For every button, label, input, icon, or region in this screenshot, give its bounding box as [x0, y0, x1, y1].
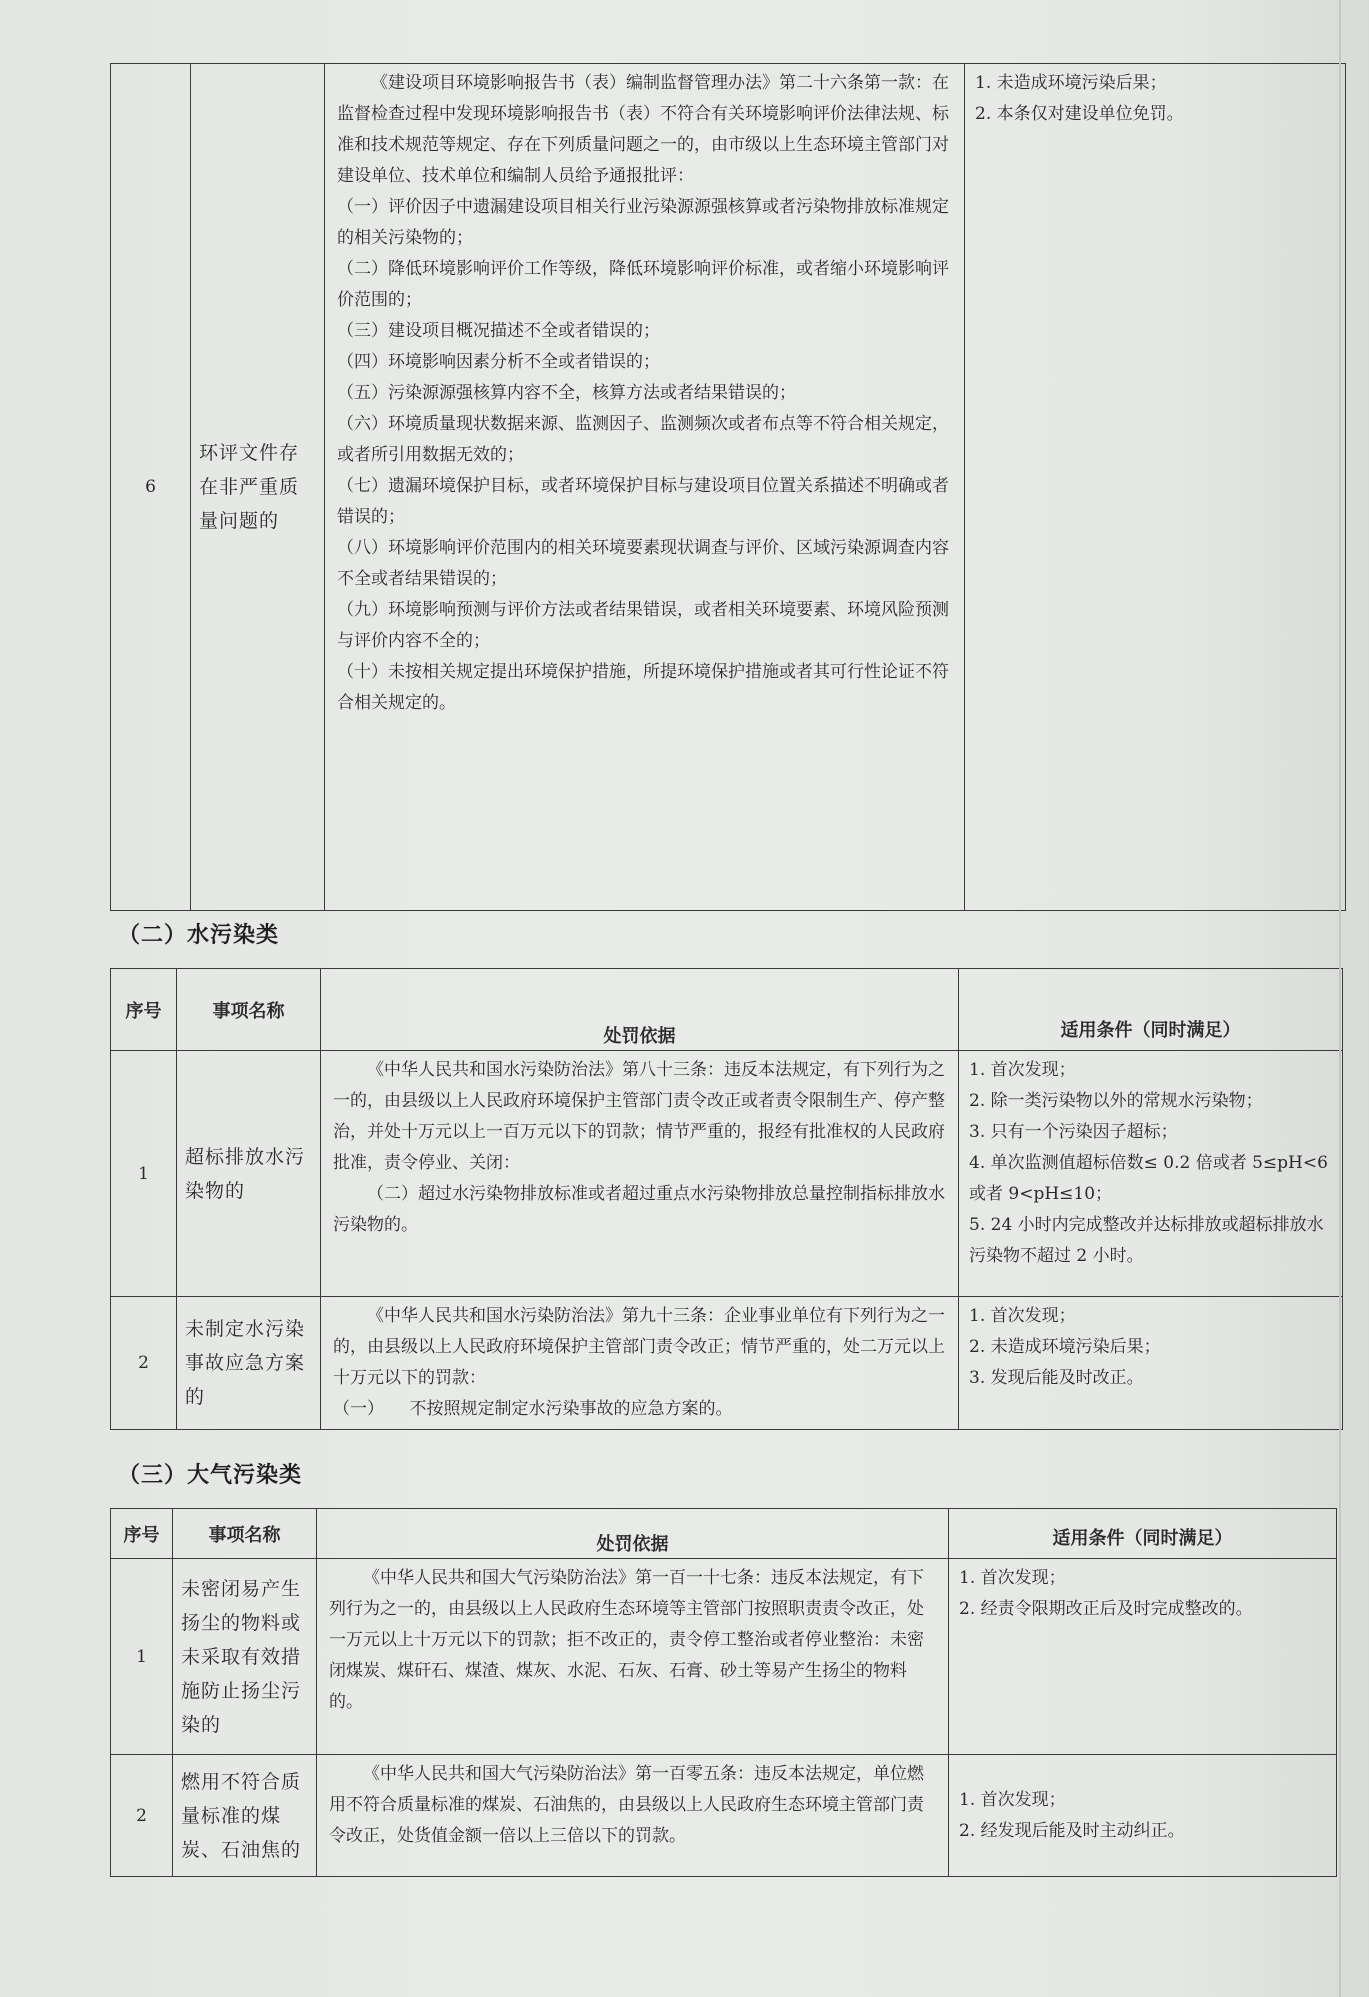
- basis-item: （六）环境质量现状数据来源、监测因子、监测频次或者布点等不符合相关规定，或者所引用数据无效的；: [337, 414, 949, 465]
- basis-item: （五）污染源源强核算内容不全，核算方法或者结果错误的；: [337, 383, 796, 403]
- conditions: [959, 1051, 1343, 1297]
- condition-item: 2. 经责令限期改正后及时完成整改的。: [959, 1599, 1253, 1619]
- condition-item: 2. 除一类污染物以外的常规水污染物；: [969, 1091, 1263, 1111]
- table-row: [111, 1755, 1337, 1877]
- header-no: 序号: [111, 1509, 173, 1559]
- condition-item: 2. 未造成环境污染后果；: [969, 1337, 1161, 1357]
- condition-item: 1. 首次发现；: [969, 1060, 1076, 1080]
- item-name: 未密闭易产生扬尘的物料或未采取有效措施防止扬尘污染的: [173, 1559, 317, 1755]
- table-row: [111, 1559, 1337, 1755]
- condition-item: 3. 只有一个污染因子超标；: [969, 1122, 1178, 1142]
- row-number: 2: [111, 1297, 177, 1430]
- condition-item: 3. 发现后能及时改正。: [969, 1368, 1144, 1388]
- basis-item: （一）评价因子中遗漏建设项目相关行业污染源源强核算或者污染物排放标准规定的相关污染物的；: [337, 197, 949, 248]
- item-name: 燃用不符合质量标准的煤炭、石油焦的: [173, 1755, 317, 1877]
- condition-item: 2. 经发现后能及时主动纠正。: [959, 1820, 1185, 1841]
- penalty-basis: [317, 1559, 949, 1755]
- basis-item: （一） 不按照规定制定水污染事故的应急方案的。: [333, 1399, 733, 1419]
- basis-intro: 《建设项目环境影响报告书（表）编制监督管理办法》第二十六条第一款：在监督检查过程中发现环境影响报告书（表）不符合有关环境影响评价法律法规、标准和技术规范等规定、存在下列质量问题之一的，由市级以上生态环境主管部门对建设单位、技术单位和编制人员给予通报批评：: [337, 73, 949, 186]
- row-number: 6: [111, 64, 191, 911]
- item-name: 超标排放水污染物的: [177, 1051, 321, 1297]
- condition-item: 1. 未造成环境污染后果；: [975, 73, 1167, 93]
- condition-item: 4. 单次监测值超标倍数≤ 0.2 倍或者 5≤pH<6 或者 9<pH≤10；: [969, 1153, 1328, 1204]
- basis-intro: 《中华人民共和国大气污染防治法》第一百一十七条：违反本法规定，有下列行为之一的，由县级以上人民政府生态环境等主管部门按照职责责令改正，处一万元以上十万元以下的罚款；拒不改正的，责令停工整治或者停业整治：未密闭煤炭、煤矸石、煤渣、煤灰、水泥、石灰、石膏、砂土等易产生扬尘的物料的。: [329, 1568, 924, 1712]
- table-row: [111, 1051, 1343, 1297]
- table-air-pollution: [110, 1508, 1337, 1877]
- section-title-air: （三）大气污染类: [118, 1463, 303, 1488]
- table-header-row: [111, 969, 1343, 1051]
- condition-item: 2. 本条仅对建设单位免罚。: [975, 104, 1184, 124]
- header-conditions: 适用条件（同时满足）: [959, 969, 1343, 1051]
- conditions: [965, 64, 1346, 911]
- condition-item: 1. 首次发现；: [959, 1568, 1066, 1588]
- basis-intro: 《中华人民共和国水污染防治法》第八十三条：违反本法规定，有下列行为之一的，由县级以上人民政府环境保护主管部门责令改正或者责令限制生产、停产整治，并处十万元以上一百万元以下的罚款；情节严重的，报经有批准权的人民政府批准，责令停业、关闭：: [333, 1060, 945, 1173]
- penalty-basis: [321, 1297, 959, 1430]
- item-name: 环评文件存在非严重质量问题的: [191, 64, 325, 911]
- condition-item: 5. 24 小时内完成整改并达标排放或超标排放水污染物不超过 2 小时。: [969, 1215, 1324, 1266]
- basis-item: （七）遗漏环境保护目标，或者环境保护目标与建设项目位置关系描述不明确或者错误的；: [337, 476, 949, 527]
- basis-item: （八）环境影响评价范围内的相关环境要素现状调查与评价、区域污染源调查内容不全或者结果错误的；: [337, 538, 949, 589]
- penalty-basis: [325, 64, 965, 911]
- conditions: [949, 1559, 1337, 1755]
- section-title-water: （二）水污染类: [118, 923, 280, 948]
- row-number: 1: [111, 1559, 173, 1755]
- basis-item: （九）环境影响预测与评价方法或者结果错误，或者相关环境要素、环境风险预测与评价内容不全的；: [337, 600, 949, 651]
- table-top-continuation: [110, 63, 1346, 911]
- basis-intro: 《中华人民共和国水污染防治法》第九十三条：企业事业单位有下列行为之一的，由县级以上人民政府环境保护主管部门责令改正；情节严重的，处二万元以上十万元以下的罚款：: [333, 1306, 945, 1388]
- basis-item: （十）未按相关规定提出环境保护措施，所提环境保护措施或者其可行性论证不符合相关规定的。: [337, 662, 949, 713]
- basis-item: （二）降低环境影响评价工作等级，降低环境影响评价标准，或者缩小环境影响评价范围的；: [337, 259, 949, 310]
- conditions: [949, 1755, 1337, 1877]
- row-number: 1: [111, 1051, 177, 1297]
- conditions: [959, 1297, 1343, 1430]
- item-name: 未制定水污染事故应急方案的: [177, 1297, 321, 1430]
- basis-item: （四）环境影响因素分析不全或者错误的；: [337, 352, 660, 372]
- basis-item: （二）超过水污染物排放标准或者超过重点水污染物排放总量控制指标排放水污染物的。: [333, 1184, 945, 1235]
- header-basis: 处罚依据: [321, 969, 959, 1051]
- header-name: 事项名称: [177, 969, 321, 1051]
- table-row: [111, 1297, 1343, 1430]
- basis-item: （三）建设项目概况描述不全或者错误的；: [337, 321, 660, 341]
- header-basis: 处罚依据: [317, 1509, 949, 1559]
- header-no: 序号: [111, 969, 177, 1051]
- table-header-row: [111, 1509, 1337, 1559]
- header-name: 事项名称: [173, 1509, 317, 1559]
- table-row: [111, 64, 1346, 911]
- basis-intro: 《中华人民共和国大气污染防治法》第一百零五条：违反本法规定，单位燃用不符合质量标准的煤炭、石油焦的，由县级以上人民政府生态环境主管部门责令改正，处货值金额一倍以上三倍以下的罚款。: [329, 1764, 924, 1846]
- penalty-basis: [321, 1051, 959, 1297]
- row-number: 2: [111, 1755, 173, 1877]
- condition-item: 1. 首次发现；: [959, 1789, 1066, 1810]
- condition-item: 1. 首次发现；: [969, 1306, 1076, 1326]
- header-conditions: 适用条件（同时满足）: [949, 1509, 1337, 1559]
- table-water-pollution: [110, 968, 1343, 1430]
- penalty-basis: [317, 1755, 949, 1877]
